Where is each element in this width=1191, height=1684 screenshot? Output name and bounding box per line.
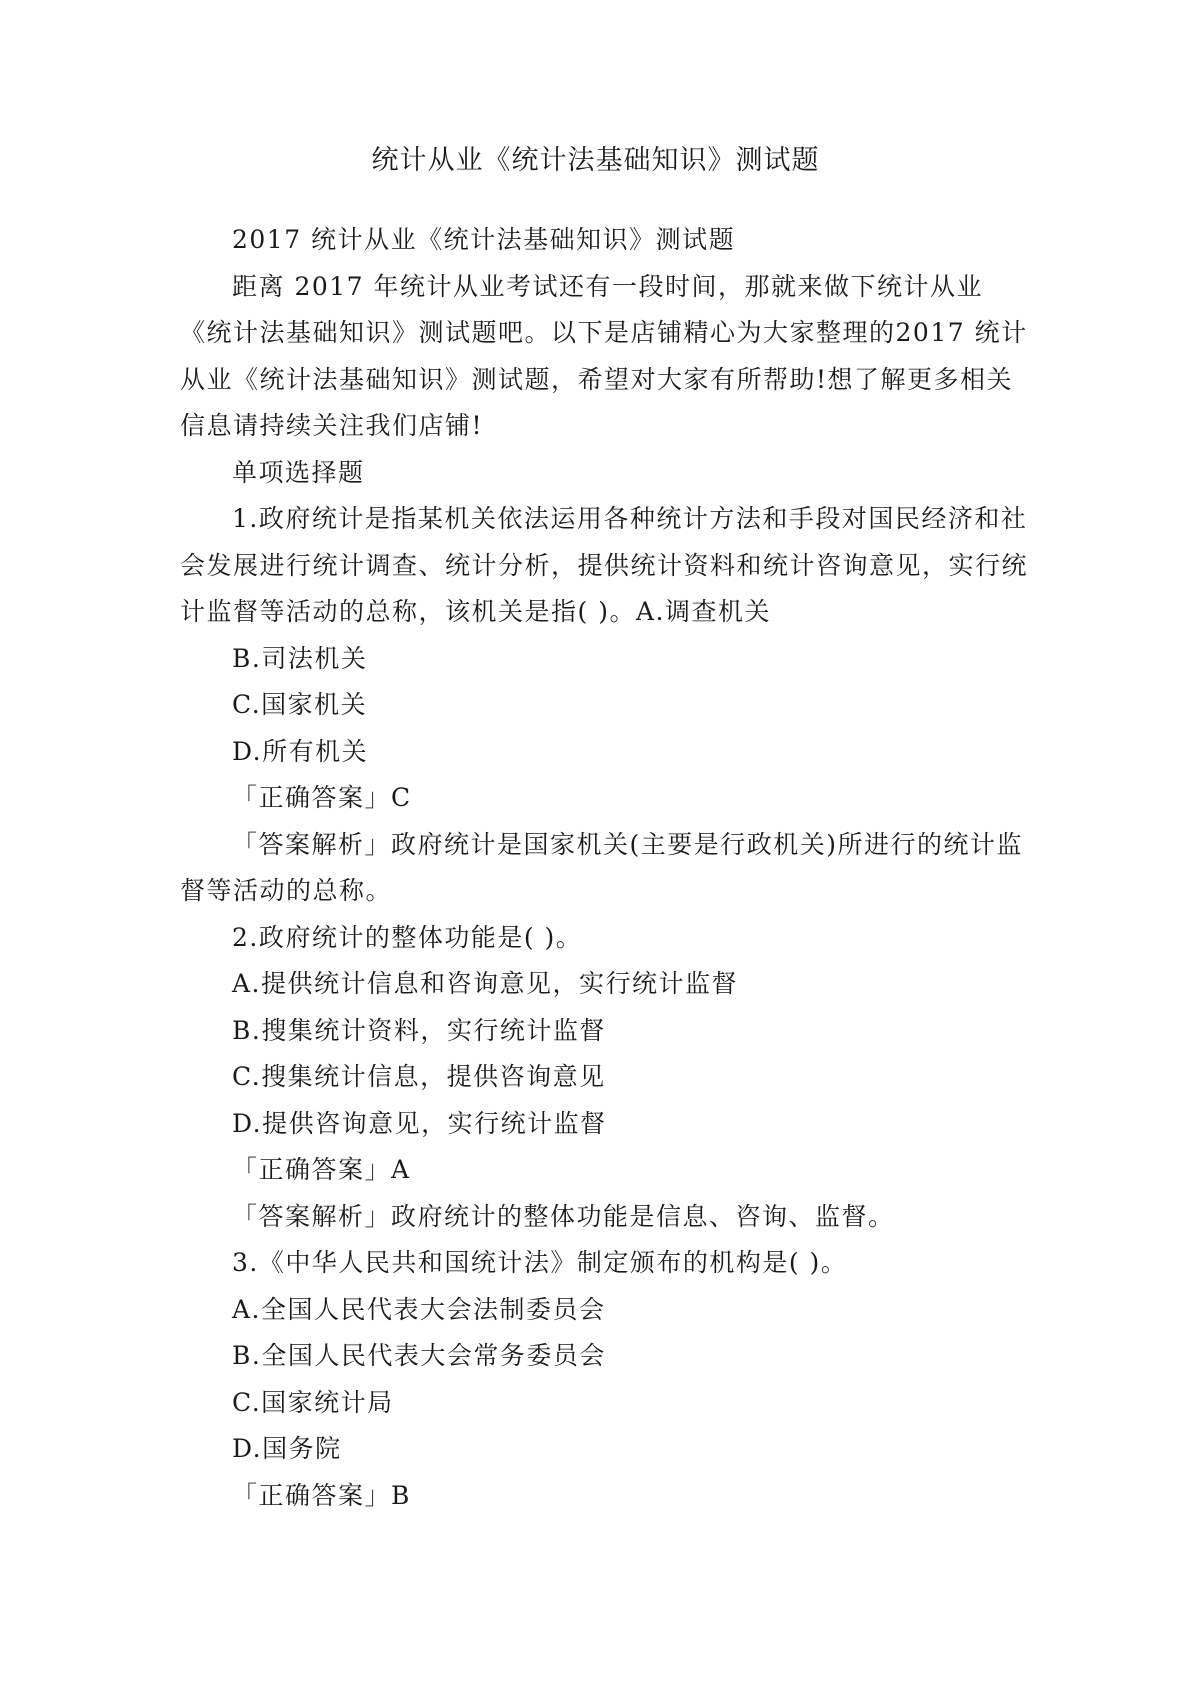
question-1-stem: 1.政府统计是指某机关依法运用各种统计方法和手段对国民经济和社会发展进行统计调查、统计分析，提供统计资料和统计咨询意见，实行统计监督等活动的总称，该机关是指( )。A.调查机关 [180,504,1029,626]
question-2-option-b: B.搜集统计资料，实行统计监督 [232,1015,606,1045]
question-1-answer: 「正确答案」C [232,783,412,812]
question-3-answer: 「正确答案」B [232,1480,411,1510]
question-2-option-d: D.提供咨询意见，实行统计监督 [232,1108,607,1138]
question-2-option-c: C.搜集统计信息，提供咨询意见 [232,1062,606,1091]
question-3-option-b: B.全国人民代表大会常务委员会 [232,1341,606,1370]
question-2-option-a: A.提供统计信息和咨询意见，实行统计监督 [232,969,739,998]
document-body [180,217,1030,1519]
intro-paragraph: 距离 2017 年统计从业考试还有一段时间，那就来做下统计从业《统计法基础知识》测试题吧。以下是店铺精心为大家整理的2017 统计从业《统计法基础知识》测试题，希望对大家有所帮助!想了解更多相关信息请持续关注我们店铺! [180,271,1028,440]
question-2-analysis: 「答案解析」政府统计的整体功能是信息、咨询、监督。 [232,1201,895,1231]
question-1-analysis: 「答案解析」政府统计是国家机关(主要是行政机关)所进行的统计监督等活动的总称。 [180,829,1024,905]
section-heading: 单项选择题 [232,457,365,487]
question-3-stem: 3.《中华人民共和国统计法》制定颁布的机构是( )。 [232,1248,848,1277]
document-title: 统计从业《统计法基础知识》测试题 [371,145,820,176]
question-3-option-c: C.国家统计局 [232,1387,394,1417]
question-2-answer: 「正确答案」A [232,1155,411,1184]
question-1-option-d: D.所有机关 [232,736,369,766]
question-2-stem: 2.政府统计的整体功能是( )。 [232,922,583,952]
document-subtitle: 2017 统计从业《统计法基础知识》测试题 [232,225,736,254]
question-1-option-c: C.国家机关 [232,690,368,719]
question-3-option-d: D.国务院 [232,1434,342,1463]
question-3-option-a: A.全国人民代表大会法制委员会 [232,1294,606,1324]
question-1-option-b: B.司法机关 [232,643,368,673]
